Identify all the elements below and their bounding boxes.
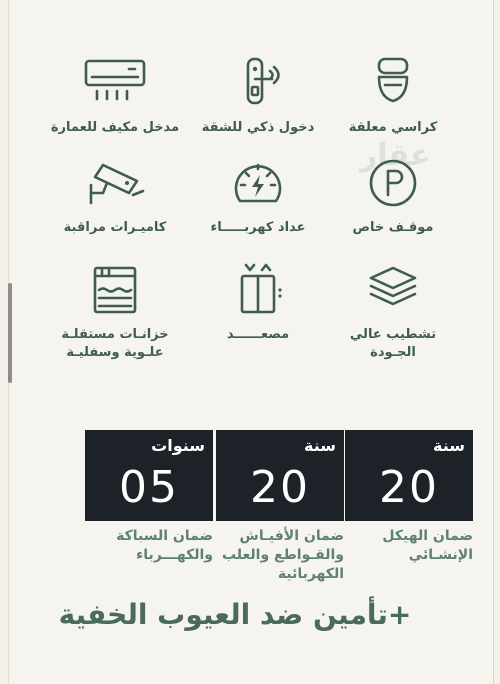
warranty-box — [216, 430, 344, 521]
feature-label: دخول ذكي للشقة — [201, 120, 315, 135]
smart-lock-icon — [220, 55, 296, 115]
feature-label: موقـف خاص — [352, 220, 434, 235]
feature-label: تشطيب عالي الجـودة — [349, 327, 437, 360]
warranty-description: ضمان الهيكل الإنشـائي — [382, 528, 473, 563]
warranty-description: ضمان الأفيـاش والقـواطع والعلب الكهربائية — [221, 528, 344, 582]
toilet-icon — [355, 55, 431, 115]
warranty-box — [345, 430, 473, 521]
electric-meter-icon — [220, 155, 296, 215]
warranty-description: ضمان السباكة والكهـــرباء — [116, 528, 213, 563]
warranty-box — [85, 430, 213, 521]
feature-label: كراسي معلقة — [348, 120, 438, 135]
feature-elevator — [183, 262, 333, 344]
warranty-unit: سنة — [304, 436, 336, 455]
warranty-number: 05 — [119, 462, 179, 513]
feature-smart-entry — [183, 55, 333, 137]
feature-label: مصعــــــد — [226, 327, 290, 342]
elevator-icon — [220, 262, 296, 322]
warranty-unit: سنوات — [151, 436, 205, 455]
feature-electric-meter — [183, 155, 333, 237]
warranty-number: 20 — [379, 462, 439, 513]
watermark: عقار — [360, 138, 431, 173]
water-tank-icon — [77, 262, 153, 322]
ac-unit-icon — [77, 55, 153, 115]
warranty-sockets — [216, 430, 344, 584]
feature-parking — [318, 155, 468, 237]
feature-water-tanks — [40, 262, 190, 362]
feature-ac-entrance — [40, 55, 190, 137]
layers-icon — [355, 262, 431, 322]
scrollbar[interactable] — [8, 283, 12, 383]
feature-label: خزانـات مستقلـة علـوية وسفليـة — [61, 327, 169, 360]
hidden-defects-insurance-headline: +تأمين ضد العيوب الخفية — [58, 598, 412, 631]
parking-icon — [355, 155, 431, 215]
feature-label: عداد كهربـــــاء — [210, 220, 306, 235]
warranty-structure — [345, 430, 473, 565]
feature-label: مدخل مكيف للعمارة — [50, 120, 180, 135]
feature-finishing — [318, 262, 468, 362]
warranty-unit: سنة — [433, 436, 465, 455]
feature-label: كاميـرات مراقبة — [63, 220, 167, 235]
warranty-number: 20 — [250, 462, 310, 513]
feature-hanging-toilets — [318, 55, 468, 137]
security-camera-icon — [77, 155, 153, 215]
warranty-plumbing — [85, 430, 213, 565]
feature-cameras — [40, 155, 190, 237]
